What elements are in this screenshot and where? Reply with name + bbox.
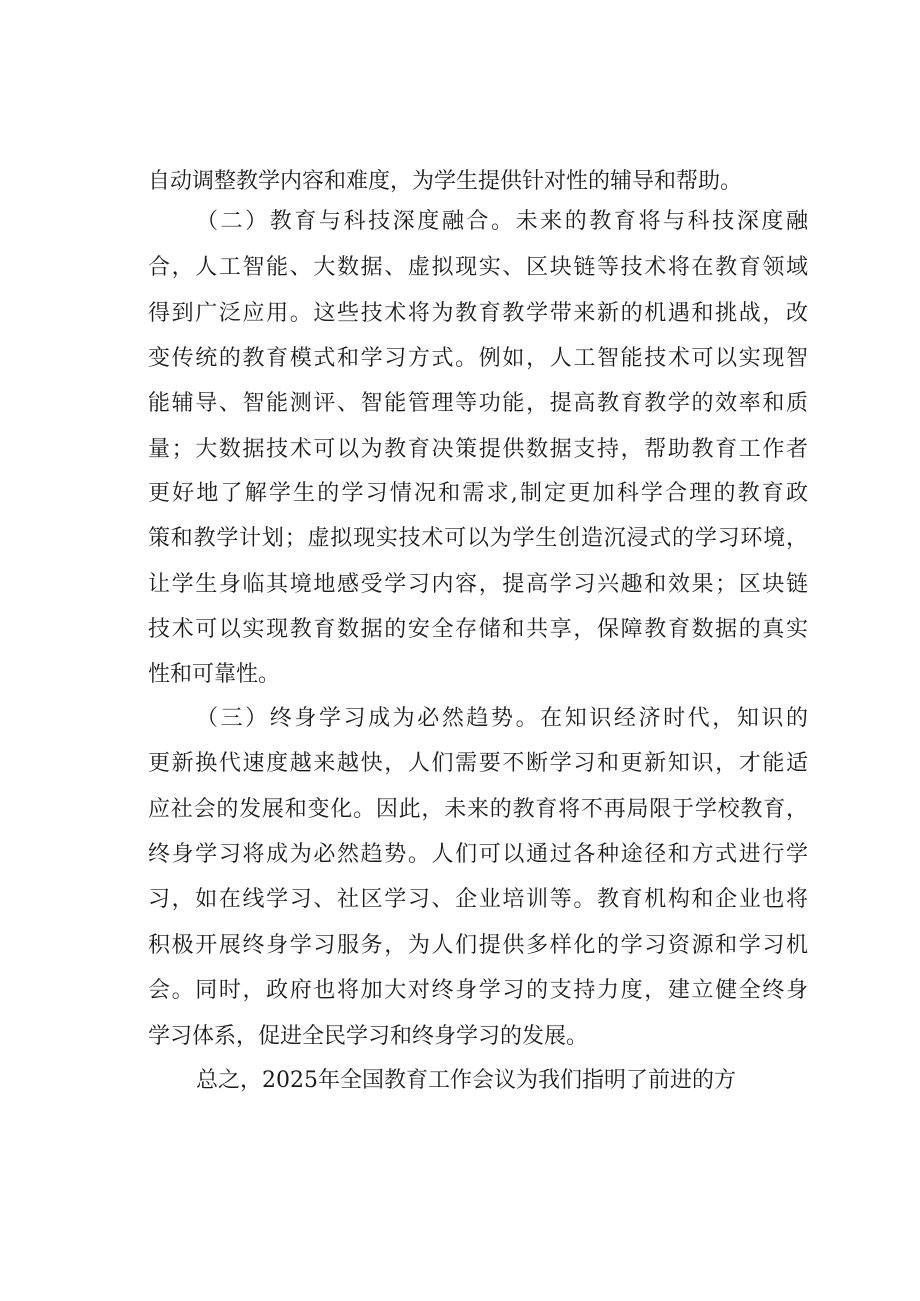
text-line: 能辅导、智能测评、智能管理等功能，提高教育教学的效率和质 [148, 391, 808, 416]
conclusion-line: 总之，2025年全国教育工作会议为我们指明了前进的方 [196, 1068, 736, 1093]
text-line: 积极开展终身学习服务，为人们提供多样化的学习资源和学习机 [148, 933, 808, 958]
text-line: 更好地了解学生的学习情况和需求,制定更加科学合理的教育政 [148, 481, 808, 506]
text-line: 终身学习将成为必然趋势。人们可以通过各种途径和方式进行学 [148, 842, 808, 867]
text-line: 习，如在线学习、社区学习、企业培训等。教育机构和企业也将 [148, 887, 808, 912]
text-line: 应社会的发展和变化。因此，未来的教育将不再局限于学校教育， [148, 797, 808, 822]
text-line: 更新换代速度越来越快，人们需要不断学习和更新知识，才能适 [148, 751, 808, 776]
text-line: 变传统的教育模式和学习方式。例如，人工智能技术可以实现智 [148, 346, 808, 371]
text-line: 会。同时，政府也将加大对终身学习的支持力度，建立健全终身 [148, 978, 808, 1003]
text-line: 合，人工智能、大数据、虚拟现实、区块链等技术将在教育领域 [148, 255, 808, 280]
text-line: 性和可靠性。 [148, 662, 281, 687]
text-line: 让学生身临其境地感受学习内容，提高学习兴趣和效果；区块链 [148, 572, 808, 597]
text-line: 得到广泛应用。这些技术将为教育教学带来新的机遇和挑战，改 [148, 301, 808, 326]
text-line: 策和教学计划；虚拟现实技术可以为学生创造沉浸式的学习环境， [148, 526, 808, 551]
text-line: 学习体系，促进全民学习和终身学习的发展。 [148, 1024, 589, 1049]
section-heading-line: （二）教育与科技深度融合。未来的教育将与科技深度融 [196, 209, 808, 234]
text-line: 技术可以实现教育数据的安全存储和共享，保障教育数据的真实 [148, 617, 808, 642]
text-line: 自动调整教学内容和难度，为学生提供针对性的辅导和帮助。 [148, 169, 743, 194]
section-heading-line: （三）终身学习成为必然趋势。在知识经济时代，知识的 [196, 706, 808, 731]
text-line: 量；大数据技术可以为教育决策提供数据支持，帮助教育工作者 [148, 437, 808, 462]
